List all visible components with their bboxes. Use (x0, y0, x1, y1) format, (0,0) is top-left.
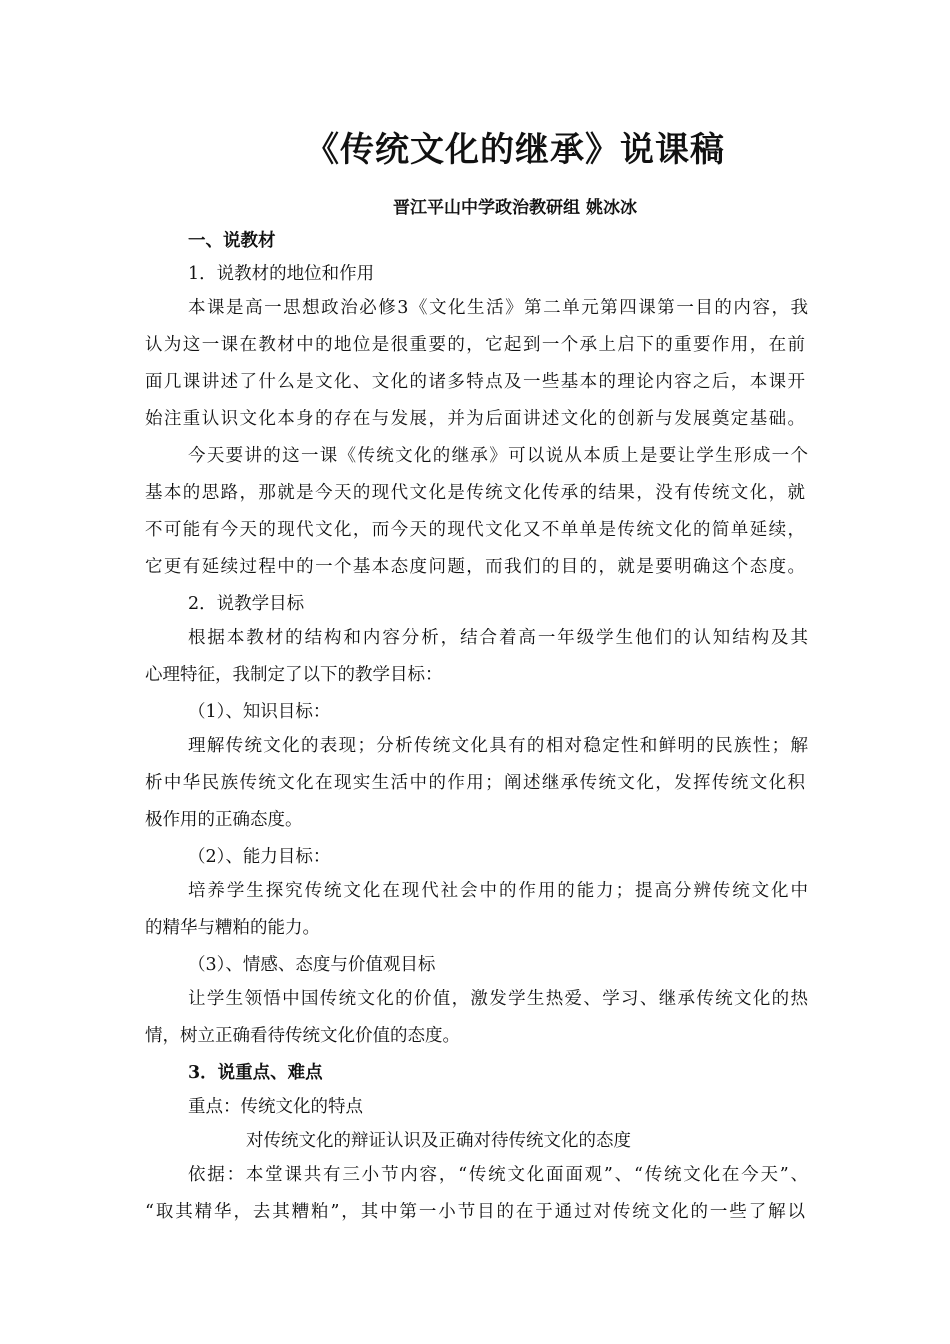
key-point: 重点：传统文化的特点 (188, 1097, 363, 1117)
difficult-point: 对传统文化的辩证认识及正确对待传统文化的态度 (246, 1131, 631, 1151)
paragraph-line: 情，树立正确看待传统文化价值的态度。 (145, 1026, 460, 1046)
paragraph-line: 不可能有今天的现代文化，而今天的现代文化又不单单是传统文化的简单延续， (145, 520, 805, 540)
goal-label: （3）、情感、态度与价值观目标 (188, 955, 436, 975)
paragraph-line: 本课是高一思想政治必修3《文化生活》第二单元第四课第一目的内容，我 (188, 298, 808, 318)
paragraph-line: 基本的思路，那就是今天的现代文化是传统文化传承的结果，没有传统文化，就 (145, 483, 805, 503)
paragraph-line: 今天要讲的这一课《传统文化的继承》可以说从本质上是要让学生形成一个 (188, 446, 808, 466)
author-line: 晋江平山中学政治教研组 姚冰冰 (393, 198, 637, 218)
paragraph-line: 让学生领悟中国传统文化的价值，激发学生热爱、学习、继承传统文化的热 (188, 989, 808, 1009)
paragraph-line: 极作用的正确态度。 (145, 810, 303, 830)
paragraph-line: 认为这一课在教材中的地位是很重要的，它起到一个承上启下的重要作用，在前 (145, 335, 805, 355)
paragraph-line: 它更有延续过程中的一个基本态度问题，而我们的目的，就是要明确这个态度。 (145, 557, 805, 577)
page-title: 《传统文化的继承》说课稿 (305, 130, 725, 170)
paragraph-line: 心理特征，我制定了以下的教学目标： (145, 665, 443, 685)
section-heading: 一、说教材 (188, 231, 276, 251)
paragraph-line: “取其精华，去其糟粕”，其中第一小节目的在于通过对传统文化的一些了解以 (145, 1202, 805, 1222)
paragraph-line: 理解传统文化的表现；分析传统文化具有的相对稳定性和鲜明的民族性；解 (188, 736, 808, 756)
goal-label: （1）、知识目标： (188, 702, 331, 722)
paragraph-line: 始注重认识文化本身的存在与发展，并为后面讲述文化的创新与发展奠定基础。 (145, 409, 805, 429)
subsection-heading: 3．说重点、难点 (188, 1063, 323, 1083)
paragraph-line: 依据：本堂课共有三小节内容，“传统文化面面观”、“传统文化在今天”、 (188, 1165, 808, 1185)
subsection-heading: 1．说教材的地位和作用 (188, 264, 375, 284)
goal-label: （2）、能力目标： (188, 847, 331, 867)
paragraph-line: 面几课讲述了什么是文化、文化的诸多特点及一些基本的理论内容之后，本课开 (145, 372, 805, 392)
paragraph-line: 根据本教材的结构和内容分析，结合着高一年级学生他们的认知结构及其 (188, 628, 808, 648)
paragraph-line: 培养学生探究传统文化在现代社会中的作用的能力；提高分辨传统文化中 (188, 881, 808, 901)
paragraph-line: 析中华民族传统文化在现实生活中的作用；阐述继承传统文化，发挥传统文化积 (145, 773, 805, 793)
paragraph-line: 的精华与糟粕的能力。 (145, 918, 320, 938)
subsection-heading: 2．说教学目标 (188, 594, 305, 614)
